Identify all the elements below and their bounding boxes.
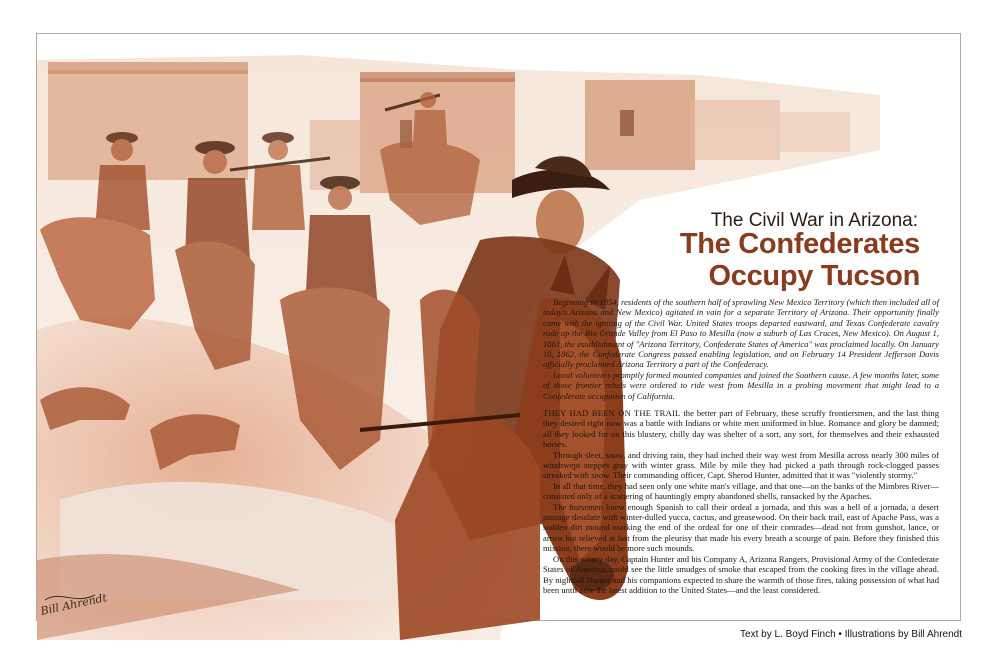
body-paragraph: In all that time, they had seen only one white man's village, and that one—on the banks of the Mimbres River—consisted only of a scattering of hauntingly empty abandoned shells, ransacked by the Apaches. — [543, 480, 939, 502]
lead-paragraph: Beginning in 1854, residents of the southern half of sprawling New Mexico Territory (which then included all of today's Arizona and New Mexico) agitated in vain for a separate Territory of Arizona. Their opportunity finally came with the igniting of the Civil War. United States troops departed eastward, and Texas Confederate cavalry rode up the Rio Grande Valley from El Paso to Mesilla (now a suburb of Las Cruces, New Mexico). On August 1, 1861, the establishment of "Arizona Territory, Confederate States of America" was proclaimed locally. On January 18, 1862, the Confederate Congress passed enabling legislation, and on February 14 President Jefferson Davis officially proclaimed Arizona Territory a part of the Confederacy. — [543, 297, 939, 370]
lead-paragraph: Local volunteers promptly formed mounted companies and joined the Southern cause. A few months later, some of those frontier rebels were ordered to ride west from Mesilla in a probing movement that might lead to a Confederate occupation of California. — [543, 369, 939, 401]
article-body — [543, 408, 939, 595]
article-lead — [543, 297, 939, 401]
title-line-1: The Confederates — [679, 228, 920, 260]
body-paragraph: On this wintry day, Captain Hunter and his Company A, Arizona Rangers, Provisional Army of the Confederate States of America, could see the little smudges of smoke that escaped from the cooking fires in the village ahead. By nightfall Hunter and his companions expected to share the warmth of those fires, taking possession of what had been until now the latest addition to the United States—and the least considered. — [543, 553, 939, 595]
body-paragraph: Through sleet, snow, and driving rain, they had inched their way west from Mesilla across nearly 300 miles of windswept steppes gray with winter grass. Mile by mile they had picked a path through rock-clogged passes streaked with snow. Their commanding officer, Capt. Sherod Hunter, admitted that it was "violently stormy." — [543, 449, 939, 481]
article-kicker: The Civil War in Arizona: — [710, 210, 918, 231]
title-line-2: Occupy Tucson — [708, 260, 920, 292]
body-first-rest: the better part of February, these scruffy frontiersmen, and the last thing they desired right now was a battle with Indians or white men uniformed in blue. Romance and glory be damned; all they looked for on this blustery, chilly day was shelter of a sort, any sort, for themselves and their exhausted horses. — [543, 408, 939, 450]
article-title — [600, 228, 920, 292]
body-opening-words: THEY HAD BEEN ON THE TRAIL — [543, 408, 681, 418]
body-paragraph: The horsemen knew enough Spanish to call their ordeal a jornada, and this was a hell of a jornada, a desert passage desolate with winter-dulled yucca, cactus, and greasewood. On their back trail, east of Apache Pass, was a sodden dirt mound marking the end of the ordeal for one of their comrades—dead not from gunshot, lance, or arrow but relieved at last from the pleurisy that made his every breath a scourge of pain. Before they finished this mission, there would be more such mounds. — [543, 501, 939, 554]
body-paragraph — [543, 408, 939, 450]
credits-line: Text by L. Boyd Finch • Illustrations by Bill Ahrendt — [740, 629, 962, 640]
artist-signature: Bill Ahrendt — [39, 591, 109, 618]
